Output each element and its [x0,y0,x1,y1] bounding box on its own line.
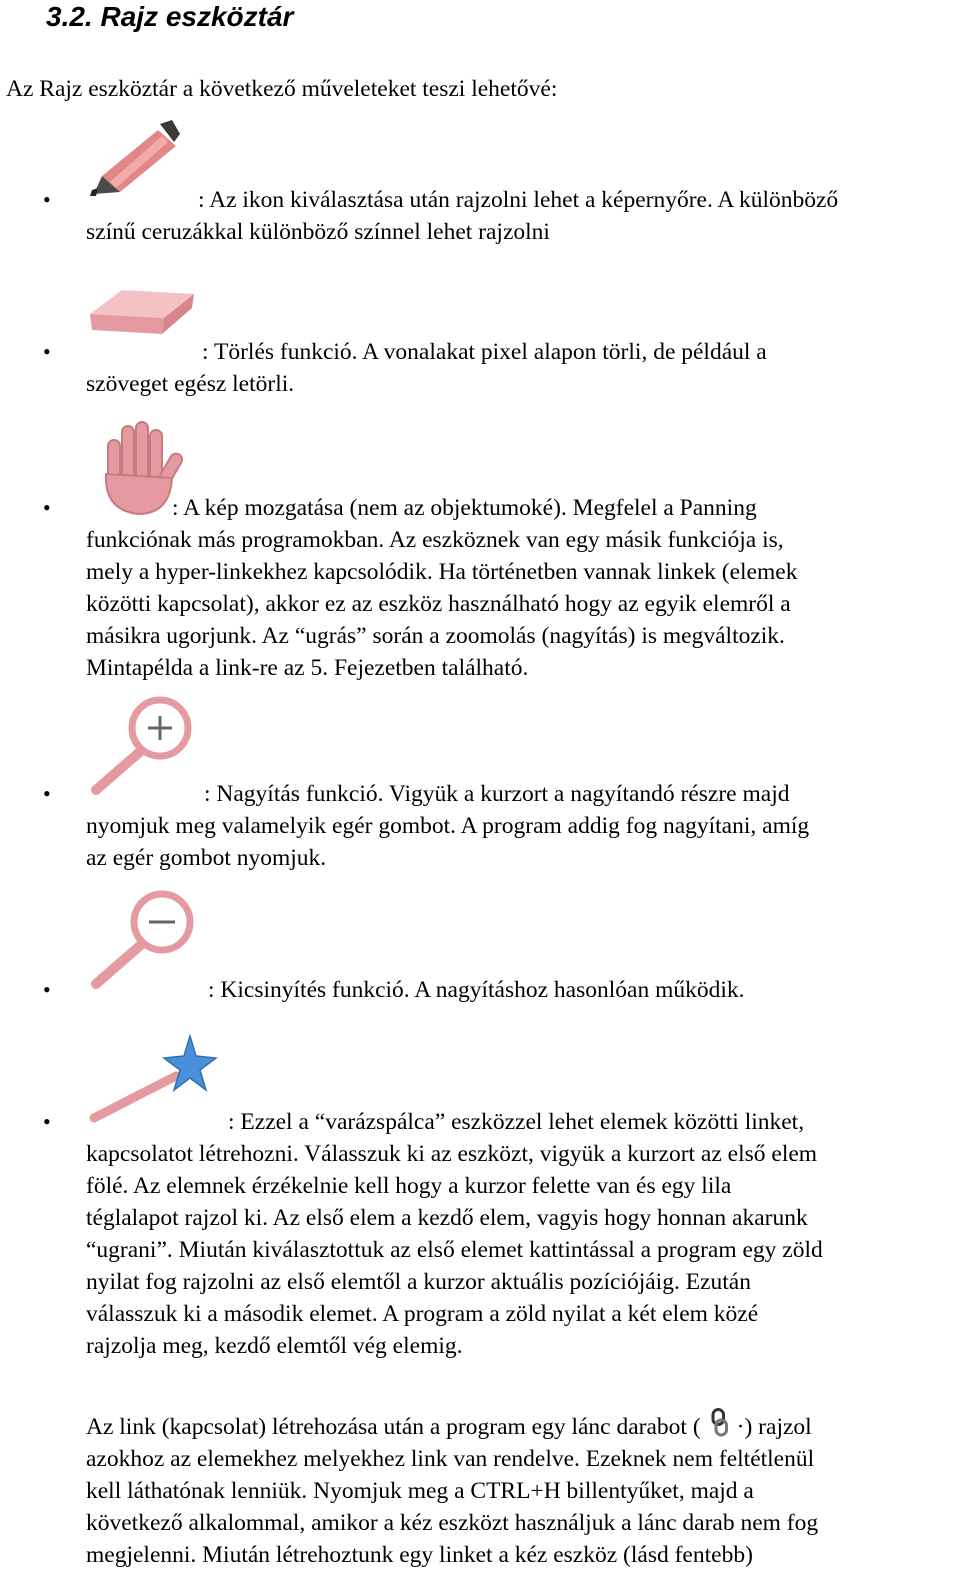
item-text: : Az ikon kiválasztása után rajzolni lehet a képernyőre. A különböző [198,187,839,213]
item-text: : Ezzel a “varázspálca” eszközzel lehet elemek közötti linket, [228,1109,805,1135]
paragraph-text: megjelenni. Miután létrehoztunk egy linket a kéz eszköz (lásd fentebb) [86,1542,753,1568]
paragraph-text: Az link (kapcsolat) létrehozása után a program egy lánc darabot ( [86,1414,701,1440]
intro-text: Az Rajz eszköztár a következő műveleteket teszi lehetővé: [6,76,558,102]
item-text: Mintapélda a link-re az 5. Fejezetben található. [86,655,529,681]
item-text: szöveget egész letörli. [86,371,295,397]
item-text: másikra ugorjunk. Az “ugrás” során a zoomolás (nagyítás) is megváltozik. [86,623,785,649]
list-item-zoom-in [86,778,956,874]
bullet: • [43,1109,51,1134]
bullet: • [43,781,51,806]
item-text: kapcsolatot létrehozni. Válasszuk ki az eszközt, vigyük a kurzort az első elem [86,1141,818,1167]
item-text: nyomjuk meg valamelyik egér gombot. A program addig fog nagyítani, amíg [86,813,810,839]
bullet: • [43,339,51,364]
paragraph-text: következő alkalommal, amikor a kéz eszközt használjuk a lánc darab nem fog [86,1510,819,1536]
item-text: közötti kapcsolat), akkor ez az eszköz használható hogy az egyik elemről a [86,591,791,617]
item-text: nyilat fog rajzolni az első elemtől a kurzor aktuális pozíciójáig. Ezután [86,1269,751,1295]
bullet: • [43,187,51,212]
section-heading: 3.2. Rajz eszköztár [46,1,294,32]
paragraph-text: ·) rajzol [736,1414,812,1440]
list-item-eraser [86,336,956,400]
item-text: : Kicsinyítés funkció. A nagyításhoz hasonlóan működik. [208,977,745,1003]
eraser-icon [88,288,196,336]
paragraph-text: kell láthatónak lenniük. Nyomjuk meg a CTRL+H billentyűket, majd a [86,1478,754,1504]
paragraph-text: azokhoz az elemekhez melyekhez link van rendelve. Ezeknek nem feltétlenül [86,1446,815,1472]
item-text: “ugrani”. Miután kiválasztottuk az első elemet kattintással a program egy zöld [86,1237,823,1263]
bullet: • [43,495,51,520]
chain-link-icon [701,1408,737,1438]
list-item-magic-wand [86,1106,956,1362]
item-text: színű ceruzákkal különböző színnel lehet rajzolni [86,219,550,245]
list-item-zoom-out [86,974,956,1006]
item-text: válasszuk ki a második elemet. A program a zöld nyilat a két elem közé [86,1301,759,1327]
item-text: mely a hyper-linkekhez kapcsolódik. Ha történetben vannak linkek (elemek [86,559,798,585]
list-item-pencil [86,184,956,248]
item-text: fölé. Az elemnek érzékelnie kell hogy a kurzor felette van és egy lila [86,1173,732,1199]
item-text: : A kép mozgatása (nem az objektumoké). Megfelel a Panning [172,495,757,521]
item-text: téglalapot rajzol ki. Az első elem a kezdő elem, vagyis hogy honnan akarunk [86,1205,808,1231]
list-item-hand [86,492,956,684]
item-text: funkciónak más programokban. Az eszköznek van egy másik funkciója is, [86,527,784,553]
item-text: : Nagyítás funkció. Vigyük a kurzort a nagyítandó részre majd [204,781,790,807]
link-paragraph [86,1408,956,1571]
item-text: rajzolja meg, kezdő elemtől vég elemig. [86,1333,463,1359]
bullet: • [43,977,51,1002]
item-text: : Törlés funkció. A vonalakat pixel alapon törli, de például a [202,339,767,365]
item-text: az egér gombot nyomjuk. [86,845,327,871]
